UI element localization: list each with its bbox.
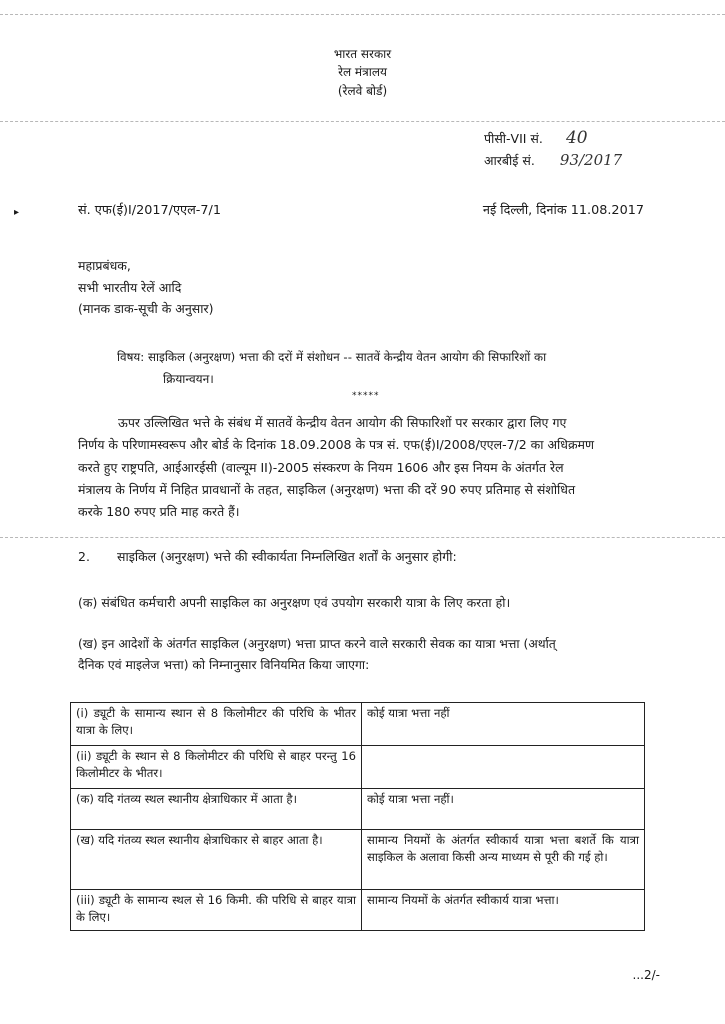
file-number: सं. एफ(ई)I/2017/एएल-7/1 bbox=[78, 203, 222, 218]
condition-b bbox=[78, 634, 648, 676]
table-cell-left: (ख) यदि गंतव्य स्थल स्थानीय क्षेत्राधिकार से बाहर आता है। bbox=[71, 830, 362, 890]
subject-line-2: क्रियान्वयन। bbox=[163, 372, 214, 386]
table-cell-right: कोई यात्रा भत्ता नहीं। bbox=[362, 789, 645, 830]
table-cell-right: कोई यात्रा भत्ता नहीं bbox=[362, 703, 645, 746]
addressee-line-3: (मानक डाक-सूची के अनुसार) bbox=[78, 301, 214, 316]
table-row bbox=[71, 890, 645, 931]
paragraph-1-line-4: मंत्रालय के निर्णय में निहित प्रावधानों के तहत, साइकिल (अनुरक्षण) भत्ता की दरें 90 रुपए प्रतिमाह से संशोधित bbox=[78, 481, 576, 497]
paragraph-1 bbox=[78, 412, 648, 523]
header-line-1: भारत सरकार bbox=[333, 47, 392, 61]
margin-mark: ▸ bbox=[14, 207, 20, 218]
table-row bbox=[71, 789, 645, 830]
paragraph-2-number: 2. bbox=[78, 549, 90, 564]
condition-a: (क) संबंधित कर्मचारी अपनी साइकिल का अनुरक्षण एवं उपयोग सरकारी यात्रा के लिए करता हो। bbox=[78, 595, 511, 610]
header-line-3: (रेलवे बोर्ड) bbox=[337, 84, 388, 98]
addressee-line-2: सभी भारतीय रेलें आदि bbox=[78, 280, 182, 295]
addressee-line-1: महाप्रबंधक, bbox=[78, 258, 131, 273]
table-cell-right bbox=[362, 746, 645, 789]
table-row bbox=[71, 830, 645, 890]
paragraph-1-line-5: करके 180 रुपए प्रति माह करते हैं। bbox=[78, 504, 240, 520]
table-row bbox=[71, 746, 645, 789]
scan-line-middle bbox=[0, 537, 725, 538]
pc-label: पीसी-VII सं. bbox=[484, 131, 543, 146]
pc-number-row bbox=[484, 128, 704, 150]
scan-line-header bbox=[0, 121, 725, 122]
table-cell-left: (ii) ड्यूटी के स्थान से 8 किलोमीटर की परिधि से बाहर परन्तु 16 किलोमीटर के भीतर। bbox=[71, 746, 362, 789]
table-row bbox=[71, 703, 645, 746]
paragraph-1-line-2: निर्णय के परिणामस्वरूप और बोर्ड के दिनांक 18.09.2008 के पत्र सं. एफ(ई)I/2008/एएल-7/2 का अधिक्रमण bbox=[78, 437, 595, 453]
rbe-label: आरबीई सं. bbox=[484, 153, 535, 168]
pc-number-handwritten: 40 bbox=[565, 128, 588, 148]
page-continuation-marker: ...2/- bbox=[632, 968, 660, 982]
paragraph-2-text: साइकिल (अनुरक्षण) भत्ते की स्वीकार्यता निम्नलिखित शर्तों के अनुसार होगी: bbox=[117, 549, 457, 564]
table-cell-left: (क) यदि गंतव्य स्थल स्थानीय क्षेत्राधिकार में आता है। bbox=[71, 789, 362, 830]
paragraph-1-line-1: ऊपर उल्लिखित भत्ते के संबंध में सातवें केन्द्रीय वेतन आयोग की सिफारिशों पर सरकार द्वारा लिए गए bbox=[118, 415, 567, 430]
paragraph-1-line-3: करते हुए राष्ट्रपति, आईआरईसी (वाल्यूम II)-2005 संस्करण के नियम 1606 और इस नियम के अंतर्गत रेल bbox=[78, 459, 564, 475]
header-line-2: रेल मंत्रालय bbox=[338, 65, 387, 79]
scan-line-top bbox=[0, 14, 725, 15]
separator-stars: ***** bbox=[352, 391, 380, 401]
table-cell-left: (i) ड्यूटी के सामान्य स्थान से 8 किलोमीटर की परिधि के भीतर यात्रा के लिए। bbox=[71, 703, 362, 746]
place-date: नई दिल्ली, दिनांक 11.08.2017 bbox=[482, 203, 644, 218]
table-cell-left: (iii) ड्यूटी के सामान्य स्थल से 16 किमी. की परिधि से बाहर यात्रा के लिए। bbox=[71, 890, 362, 931]
condition-b-line-1: (ख) इन आदेशों के अंतर्गत साइकिल (अनुरक्षण) भत्ता प्राप्त करने वाले सरकारी सेवक का यात्रा भत्ता (अर्थात् bbox=[78, 637, 556, 651]
ta-rules-table bbox=[70, 702, 645, 931]
subject-line-1: विषय: साइकिल (अनुरक्षण) भत्ता की दरों में संशोधन -- सातवें केन्द्रीय वेतन आयोग की सिफारिशों का bbox=[117, 350, 547, 364]
rbe-number-handwritten: 93/2017 bbox=[559, 151, 623, 169]
table-cell-right: सामान्य नियमों के अंतर्गत स्वीकार्य यात्रा भत्ता बशर्ते कि यात्रा साइकिल के अलावा किसी अन्य माध्यम से पूरी की गई हो। bbox=[362, 830, 645, 890]
table-cell-right: सामान्य नियमों के अंतर्गत स्वीकार्य यात्रा भत्ता। bbox=[362, 890, 645, 931]
condition-b-line-2: दैनिक एवं माइलेज भत्ता) को निम्नानुसार विनियमित किया जाएगा: bbox=[78, 658, 370, 672]
rbe-number-row bbox=[484, 150, 704, 172]
